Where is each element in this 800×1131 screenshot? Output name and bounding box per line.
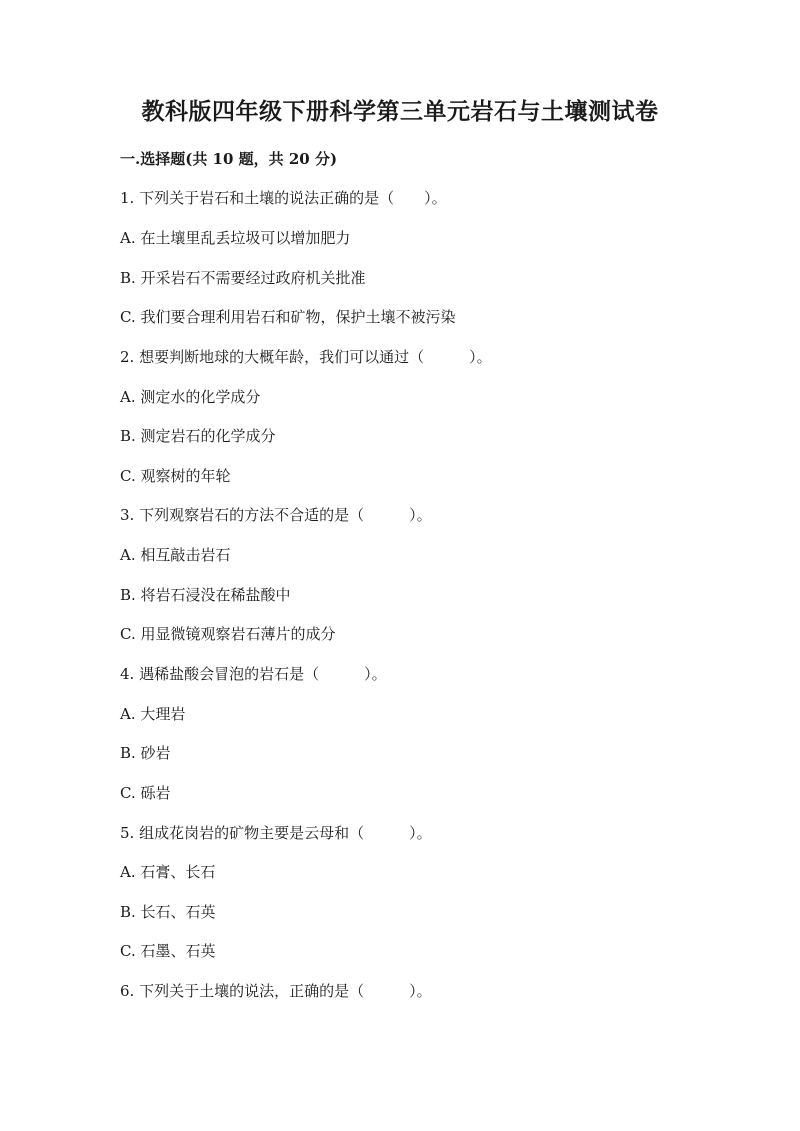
question-1-stem: 1. 下列关于岩石和土壤的说法正确的是（ ）。 xyxy=(120,189,447,207)
question-1-option-b: B. 开采岩石不需要经过政府机关批准 xyxy=(120,269,366,287)
question-5-stem: 5. 组成花岗岩的矿物主要是云母和（ ）。 xyxy=(120,824,432,842)
section-heading: 一.选择题(共 10 题，共 20 分) xyxy=(120,150,338,168)
question-4-option-a: A. 大理岩 xyxy=(120,705,186,723)
question-6-stem: 6. 下列关于土壤的说法，正确的是（ ）。 xyxy=(120,982,432,1000)
question-4-stem: 4. 遇稀盐酸会冒泡的岩石是（ ）。 xyxy=(120,665,387,683)
question-2-option-c: C. 观察树的年轮 xyxy=(120,467,231,485)
question-1-option-c: C. 我们要合理利用岩石和矿物，保护土壤不被污染 xyxy=(120,308,456,326)
question-2-stem: 2. 想要判断地球的大概年龄，我们可以通过（ ）。 xyxy=(120,348,492,366)
question-5-option-c: C. 石墨、石英 xyxy=(120,942,216,960)
question-5-option-a: A. 石膏、长石 xyxy=(120,863,216,881)
question-5-option-b: B. 长石、石英 xyxy=(120,903,216,921)
question-3-option-b: B. 将岩石浸没在稀盐酸中 xyxy=(120,586,291,604)
question-3-option-c: C. 用显微镜观察岩石薄片的成分 xyxy=(120,625,336,643)
question-2-option-b: B. 测定岩石的化学成分 xyxy=(120,427,276,445)
question-1-option-a: A. 在土壤里乱丢垃圾可以增加肥力 xyxy=(120,229,351,247)
question-4-option-b: B. 砂岩 xyxy=(120,744,171,762)
question-4-option-c: C. 砾岩 xyxy=(120,784,171,802)
question-2-option-a: A. 测定水的化学成分 xyxy=(120,388,261,406)
page-title: 教科版四年级下册科学第三单元岩石与土壤测试卷 xyxy=(141,98,659,125)
question-3-option-a: A. 相互敲击岩石 xyxy=(120,546,231,564)
question-3-stem: 3. 下列观察岩石的方法不合适的是（ ）。 xyxy=(120,506,432,524)
